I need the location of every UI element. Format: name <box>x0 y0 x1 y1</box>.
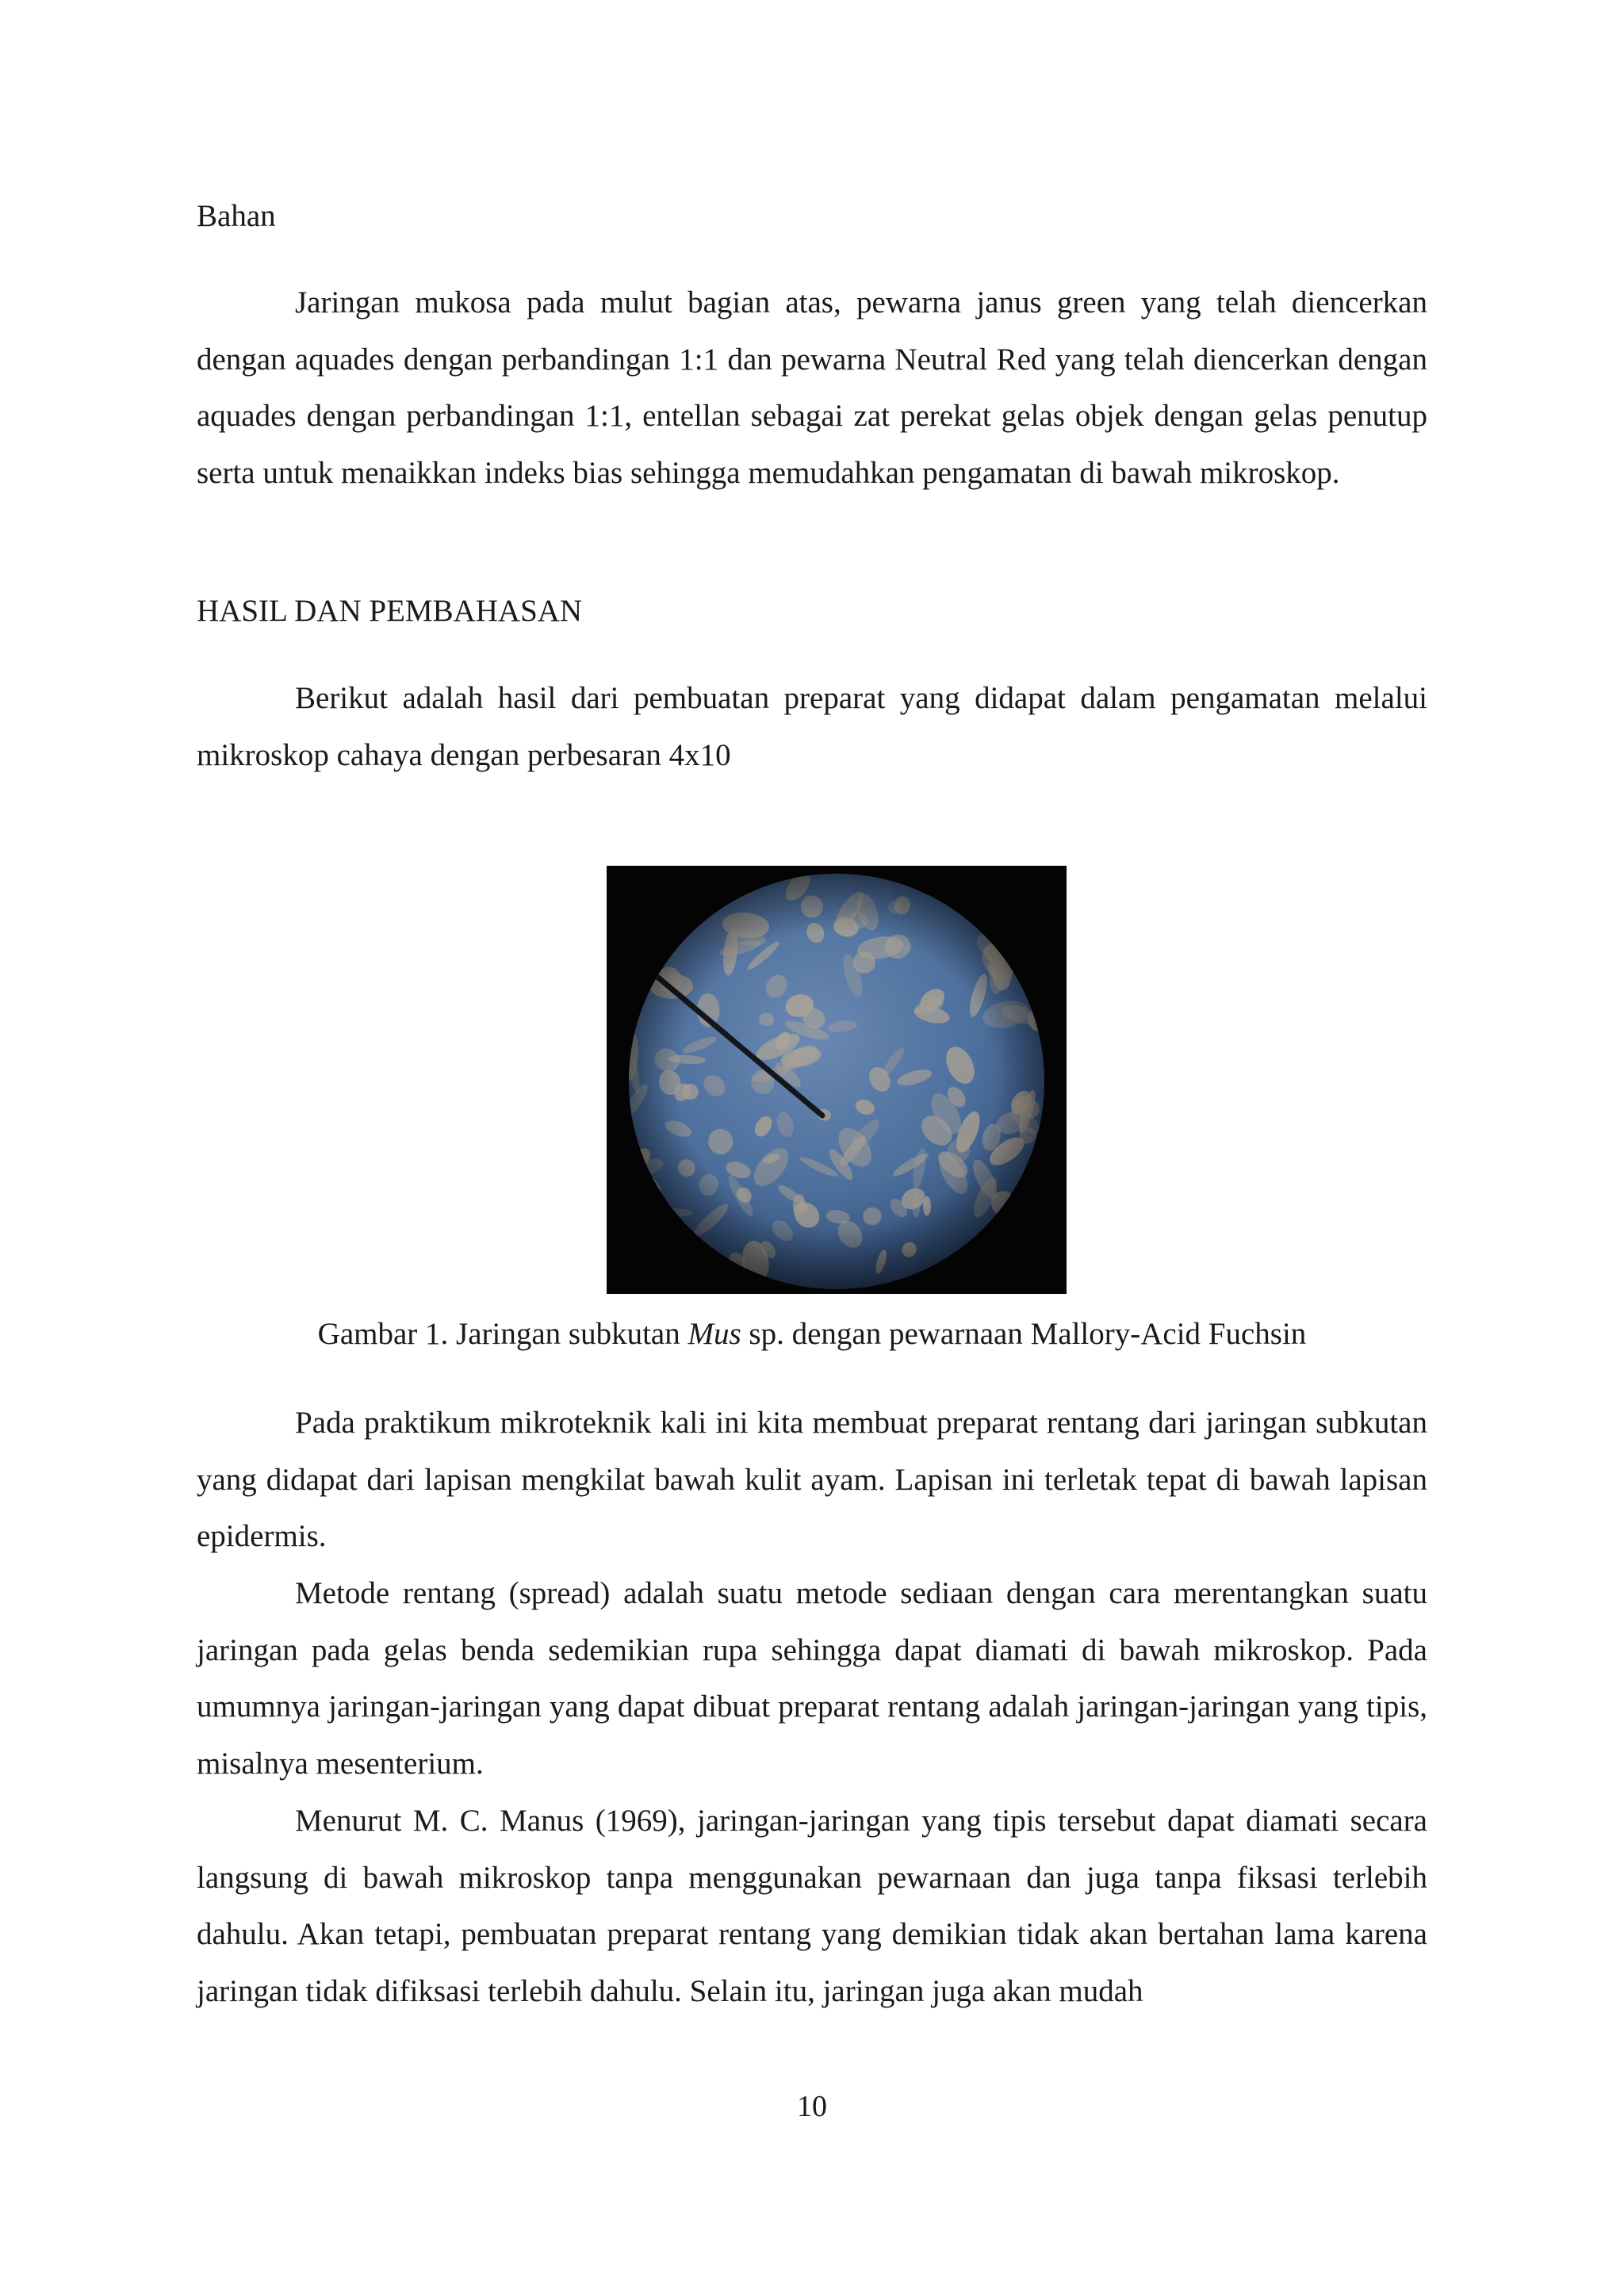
figure-caption: Gambar 1. Jaringan subkutan Mus sp. dengan pewarnaan Mallory-Acid Fuchsin <box>317 1317 1307 1351</box>
paragraph-body-2: Metode rentang (spread) adalah suatu metode sediaan dengan cara merentangkan suatu jaringan pada gelas benda sedemikian rupa sehingga dapat diamati di bawah mikroskop. Pada umumnya jaringan-jaringan yang dapat dibuat preparat rentang adalah jaringan-jaringan yang tipis, misalnya mesenterium. <box>197 1576 1427 1781</box>
page-number: 10 <box>797 2090 827 2123</box>
heading-hasil-dan-pembahasan: HASIL DAN PEMBAHASAN <box>197 594 583 628</box>
paragraph-hasil-intro: Berikut adalah hasil dari pembuatan preparat yang didapat dalam pengamatan melalui mikroskop cahaya dengan perbesaran 4x10 <box>197 681 1427 772</box>
paragraph-body-1: Pada praktikum mikroteknik kali ini kita membuat preparat rentang dari jaringan subkutan yang didapat dari lapisan mengkilat bawah kulit ayam. Lapisan ini terletak tepat di bawah lapisan epidermis. <box>197 1406 1427 1553</box>
paragraph-body-3: Menurut M. C. Manus (1969), jaringan-jaringan yang tipis tersebut dapat diamati secara langsung di bawah mikroskop tanpa menggunakan pewarnaan dan juga tanpa fiksasi terlebih dahulu. Akan tetapi, pembuatan preparat rentang yang demikian tidak akan bertahan lama karena jaringan tidak difiksasi terlebih dahulu. Selain itu, jaringan juga akan mudah <box>197 1804 1427 2008</box>
micrograph-image <box>607 866 1067 1294</box>
heading-bahan: Bahan <box>197 199 276 233</box>
paragraph-bahan: Jaringan mukosa pada mulut bagian atas, pewarna janus green yang telah diencerkan dengan aquades dengan perbandingan 1:1 dan pewarna Neutral Red yang telah diencerkan dengan aquades dengan perbandingan 1:1, entellan sebagai zat perekat gelas objek dengan gelas penutup serta untuk menaikkan indeks bias sehingga memudahkan pengamatan di bawah mikroskop. <box>197 285 1427 490</box>
micrograph-figure <box>607 866 1067 1294</box>
